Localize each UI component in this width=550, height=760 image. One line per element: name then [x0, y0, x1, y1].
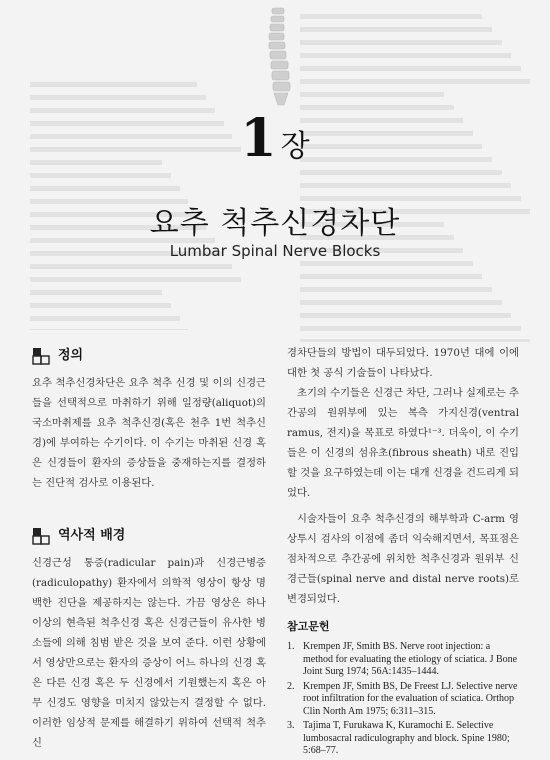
- chapter-title-korean: 요추 척추신경차단: [149, 206, 401, 241]
- chapter-title-english: Lumbar Spinal Nerve Blocks: [169, 242, 381, 260]
- show-through-line: [30, 303, 171, 308]
- reference-text: Krempen JF, Smith BS, De Freest LJ. Selective nerve root infiltration for the evaluation of sciatica. Orthop Clin North Am 1975; 6:311–315.: [303, 680, 518, 717]
- show-through-line: [300, 183, 511, 188]
- show-through-line: [30, 173, 171, 178]
- show-through-line: [30, 290, 162, 295]
- left-column: [32, 343, 266, 753]
- show-through-line: [300, 66, 521, 71]
- section-heading-definition: [32, 343, 266, 369]
- section-bullet-icon: [32, 527, 50, 545]
- reference-item: [287, 681, 519, 719]
- spine-illustration: [258, 6, 298, 106]
- show-through-line: [300, 40, 502, 45]
- reference-number: 2.: [287, 680, 295, 692]
- show-through-line: [30, 82, 197, 87]
- reference-number: 1.: [287, 641, 295, 652]
- section-title: 정의: [58, 348, 84, 363]
- show-through-line: [300, 170, 502, 175]
- section-bullet-icon: [32, 347, 50, 365]
- chapter-suffix: 장: [280, 129, 310, 164]
- show-through-line: [30, 316, 180, 321]
- show-through-line: [300, 287, 492, 292]
- show-through-line: [300, 313, 511, 318]
- history-paragraph: 신경근성 통증(radicular pain)과 신경근병증(radiculopathy) 환자에서 의학적 영상이 항상 명백한 진단을 제공하지는 않는다. 가끔 영상은 하나 이상의 현측된 척추신경 혹은 신경근들이 유사한 병소들에 의해 침범 받은 것을 보여 준다. 이런 상황에서 영상만으로는 환자의 증상이 어느 하나의 신경 혹은 다른 신경 혹은 두 신경에서 기원했는지 혹은 아무 신경도 영향을 미치지 않았는지 결정할 수 없다. 이러한 임상적 문제를 해결하기 위하여 선택적 척추신: [32, 557, 266, 749]
- show-through-line: [30, 329, 188, 330]
- target-shift-paragraph: 시술자들이 요추 척추신경의 해부학과 C-arm 영상투시 검사의 이점에 좀더 익숙해지면서, 목표점은 점차적으로 추간공에 위치한 척추신경과 원위부 신경근들(spinal nerve and distal nerve roots)로 변경되었다.: [287, 513, 519, 605]
- references-heading: 참고문헌: [287, 620, 330, 633]
- history-continued-paragraph: 경차단들의 방법이 대두되었다. 1970년 대에 이에 대한 첫 공식 기술들이 나타났다.: [287, 347, 519, 379]
- show-through-text: [300, 12, 540, 342]
- references-list: [287, 641, 519, 758]
- reference-item: [287, 641, 519, 679]
- show-through-line: [300, 326, 521, 331]
- right-column: [287, 343, 519, 760]
- show-through-line: [300, 300, 502, 305]
- show-through-line: [300, 27, 492, 32]
- show-through-line: [30, 277, 241, 282]
- reference-text: Tajima T, Furukawa K, Kuramochi E. Selective lumbosacral radiculography and block. Spine 1980; 5:68–77.: [303, 720, 510, 756]
- early-techniques-paragraph: 초기의 수기들은 신경근 차단, 그러나 실제로는 추간공의 원위부에 있는 복측 가지신경(ventral ramus, 전지)을 목표로 하였다¹⁻³. 더욱이, 이 수기들은 이 신경의 섬유초(fibrous sheath) 내로 진입할 것을 요구하였는데 이는 대개 신경을 건드리게 되었다.: [287, 387, 519, 499]
- reference-item: [287, 720, 519, 758]
- show-through-line: [300, 14, 482, 19]
- show-through-line: [300, 339, 530, 342]
- show-through-line: [300, 53, 511, 58]
- section-title: 역사적 배경: [58, 528, 126, 543]
- reference-text: Krempen JF, Smith BS. Nerve root injection: a method for evaluating the etiology of sciatica. J Bone Joint Surg 1974; 56A:1435–1444.: [303, 641, 518, 677]
- show-through-line: [300, 274, 482, 279]
- show-through-line: [300, 92, 444, 97]
- reference-number: 3.: [287, 720, 295, 731]
- section-heading-history: [32, 523, 266, 549]
- show-through-line: [30, 186, 180, 191]
- show-through-line: [300, 79, 530, 84]
- chapter-number: 1: [240, 108, 277, 169]
- definition-paragraph: 요추 척추신경차단은 요추 척추 신경 및 이의 신경근들을 선택적으로 마취하기 위해 일정량(aliquot)의 국소마취제를 요추 척추신경(혹은 천추 1번 척추신경)에 부여하는 수기이다. 이 수기는 마취된 신경 혹은 신경들이 환자의 증상들을 중재하는지를 결정하는 진단적 검사로 이용된다.: [32, 377, 266, 489]
- show-through-line: [30, 264, 232, 269]
- show-through-line: [30, 95, 206, 100]
- chapter-heading: [0, 108, 550, 169]
- show-through-line: [300, 261, 473, 266]
